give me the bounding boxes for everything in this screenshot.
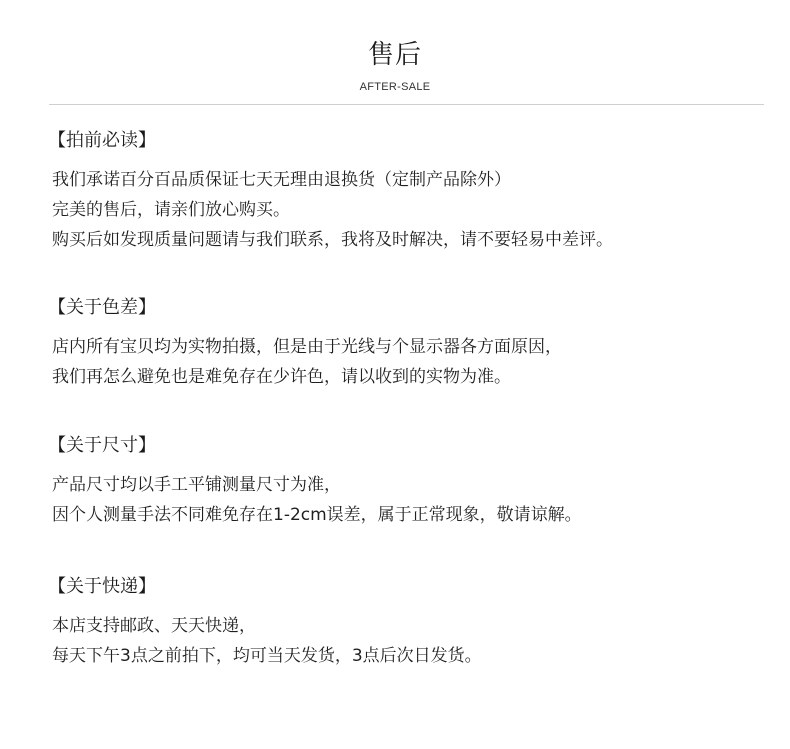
section-line: 店内所有宝贝均为实物拍摄，但是由于光线与个显示器各方面原因， <box>52 337 562 357</box>
section-line: 购买后如发现质量问题请与我们联系，我将及时解决，请不要轻易中差评。 <box>52 230 613 250</box>
section-body <box>48 611 748 671</box>
page-subtitle: AFTER-SALE <box>359 81 431 93</box>
page-title: 售后 <box>367 40 422 70</box>
section-body <box>48 332 748 392</box>
section-delivery <box>48 575 748 671</box>
section-line: 产品尺寸均以手工平铺测量尺寸为准， <box>52 475 341 495</box>
section-line: 完美的售后，请亲们放心购买。 <box>52 200 290 220</box>
section-color-difference <box>48 296 748 392</box>
section-heading: 【关于快递】 <box>48 576 156 597</box>
section-line: 因个人测量手法不同难免存在1-2cm误差，属于正常现象，敬请谅解。 <box>52 505 582 525</box>
section-line: 我们再怎么避免也是难免存在少许色，请以收到的实物为准。 <box>52 367 511 387</box>
section-line: 每天下午3点之前拍下，均可当天发货，3点后次日发货。 <box>52 646 482 666</box>
section-line: 我们承诺百分百品质保证七天无理由退换货（定制产品除外） <box>52 170 511 190</box>
section-heading: 【关于色差】 <box>48 297 156 318</box>
section-size <box>48 434 748 530</box>
section-body <box>48 470 748 530</box>
section-shooting-notice <box>48 129 748 255</box>
page-header <box>0 38 790 94</box>
section-body <box>48 165 748 255</box>
header-divider <box>49 104 764 105</box>
section-heading: 【关于尺寸】 <box>48 435 156 456</box>
section-line: 本店支持邮政、天天快递， <box>52 616 256 636</box>
section-heading: 【拍前必读】 <box>48 130 156 151</box>
